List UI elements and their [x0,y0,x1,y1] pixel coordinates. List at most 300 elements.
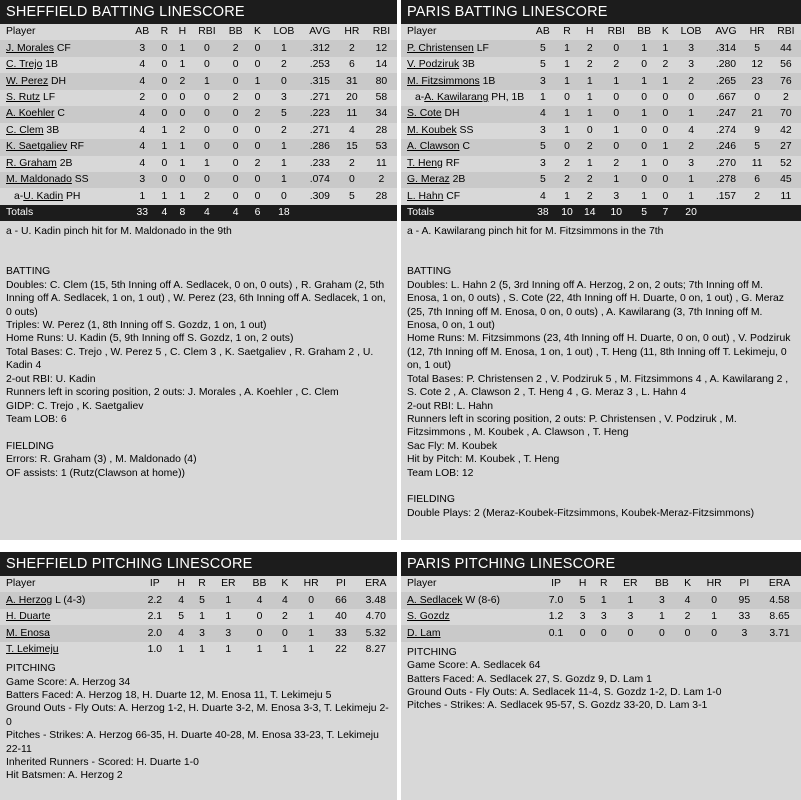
stat-cell-lob: 1 [688,108,694,120]
stat-cell-h: 1 [179,59,186,71]
stat-cell-hr: 2 [754,190,761,202]
stat-cell-r: 0 [564,141,570,153]
stat-cell-k: 2 [662,59,669,71]
stat-cell-lob: 3 [688,157,694,169]
stat-cell-k: 1 [662,141,669,153]
stat-cell-bb: 0 [232,141,239,153]
player-link[interactable]: A. Kawilarang [424,91,489,103]
player-position: PH [63,190,81,202]
stat-cell-avg: .667 [715,91,737,103]
stat-cell-rbi2: 34 [375,108,388,120]
stat-cell-r: 0 [600,627,607,639]
player-cell [401,609,540,625]
table-row [0,57,397,73]
table-header-row [401,576,801,592]
batters-faced-note: Batters Faced: A. Herzog 18, H. Duarte 12, M. Enosa 11, T. Lekimeju 5 [6,690,332,701]
player-link[interactable]: A. Herzog [6,594,53,606]
table-row [401,609,801,625]
table-header-row [0,24,397,40]
player-cell [0,625,139,641]
table-row [401,57,801,73]
stat-cell-rbi: 1 [204,75,210,87]
col-header: R [599,578,608,590]
stat-cell-r: 3 [600,611,607,623]
player-cell [0,139,129,155]
stat-cell-hr: 6 [349,59,355,71]
stat-cell-rbi2: 42 [780,124,792,136]
col-header: R [563,26,571,38]
stat-cell-lob: 2 [688,75,694,87]
player-cell [0,73,129,89]
stat-cell-er: 3 [627,611,634,623]
col-header: BB [252,578,267,590]
stat-cell-avg: .247 [715,108,737,120]
table-row [401,40,801,56]
stat-cell-bb: 1 [641,42,648,54]
stat-cell-hr: 5 [349,190,355,202]
player-link[interactable]: T. Heng [407,157,443,169]
stat-cell-rbi2: 52 [780,157,792,169]
stat-cell-k: 2 [684,611,691,623]
player-position: RF [67,141,84,153]
sheffield-batting-table [0,24,397,221]
totals-empty [771,205,801,221]
stat-cell-avg: .274 [715,124,737,136]
stat-cell-hr: 5 [754,42,761,54]
stat-cell-hr: 0 [308,594,314,606]
stat-cell-er: 1 [627,594,634,606]
stat-cell-hr: 23 [751,75,763,87]
totals-empty [744,205,771,221]
stat-cell-h: 3 [579,611,586,623]
stat-cell-hr: 0 [711,627,718,639]
doubles-note: Doubles: C. Clem (15, 5th Inning off A. Sedlacek, 0 on, 0 outs) , R. Graham (2, 5th Inning off A. Sedlacek, 1 on, 1 out) , W. Perez (23, 6th Inning off A. Sedlacek, 1 on, 0 outs) [6,279,386,318]
stat-cell-h: 1 [586,157,593,169]
stat-cell-r: 0 [161,157,168,169]
stat-cell-hr: 15 [346,141,358,153]
team-lob-note: Team LOB: 6 [6,413,67,425]
stat-cell-rbi: 2 [613,59,620,71]
col-header: ER [623,578,638,590]
table-header-row [0,576,397,592]
stat-cell-k: 2 [254,108,261,120]
col-header: K [281,578,289,590]
stat-cell-rbi2: 12 [375,42,388,54]
player-link[interactable]: C. Clem [6,124,44,136]
col-header: RBI [777,26,795,38]
col-header: H [586,26,594,38]
table-row [0,90,397,106]
stat-cell-pi: 66 [335,594,347,606]
stat-cell-ip: 2.1 [147,611,163,623]
stat-cell-r: 0 [161,91,168,103]
stat-cell-bb: 0 [641,174,648,186]
stat-cell-rbi2: 28 [375,124,388,136]
stat-cell-er: 1 [225,594,232,606]
stat-cell-lob: 2 [688,141,694,153]
stat-cell-lob: 2 [281,124,287,136]
stat-cell-rbi: 0 [204,141,210,153]
stat-cell-bb: 0 [232,174,239,186]
stat-cell-rbi: 2 [613,157,620,169]
stat-cell-hr: 2 [349,157,355,169]
sheffield-pitching-notes [0,658,397,783]
col-header: H [578,578,587,590]
table-row [0,40,397,56]
player-link[interactable]: L. Hahn [407,190,444,202]
stat-cell-era: 4.70 [365,611,386,623]
stat-cell-r: 1 [564,42,570,54]
player-position: SS [456,124,474,136]
stat-cell-h: 4 [178,627,184,639]
stat-cell-k: 0 [662,174,669,186]
totals-cell-k: 6 [254,207,261,219]
stat-cell-er: 0 [627,627,634,639]
stat-cell-rbi: 0 [613,108,620,120]
col-header: HR [303,578,319,590]
stat-cell-rbi2: 56 [780,59,792,71]
stat-cell-pi: 3 [741,627,748,639]
stat-cell-hr: 6 [754,174,761,186]
stat-cell-h: 2 [586,42,593,54]
stat-cell-ab: 5 [539,42,546,54]
stat-cell-bb: 0 [232,59,239,71]
player-link[interactable]: A. Koehler [6,108,55,120]
player-link[interactable]: M. Enosa [6,627,50,639]
stat-cell-r: 1 [161,124,168,136]
player-link[interactable]: H. Duarte [6,611,51,623]
player-position: RF [442,157,460,169]
col-header: H [177,578,185,590]
stat-cell-era: 3.48 [365,594,386,606]
sheffield-pitching-title: SHEFFIELD PITCHING LINESCORE [0,552,397,576]
stat-cell-h: 2 [586,141,593,153]
footnote: a - U. Kadin pinch hit for M. Maldonado in the 9th [6,226,232,238]
stat-cell-rbi2: 80 [375,75,388,87]
player-link[interactable]: M. Fitzsimmons [407,75,480,87]
totals-empty [708,205,743,221]
stat-cell-era: 3.71 [769,627,790,639]
paris-pitching-panel [401,552,801,800]
col-header: RBI [607,26,625,38]
stat-cell-k: 0 [684,627,691,639]
totals-cell-ab: 38 [537,207,549,219]
player-position: C [459,141,470,153]
stat-cell-rbi: 0 [613,141,620,153]
player-link[interactable]: U. Kadin [23,190,64,202]
stat-cell-avg: .223 [309,108,330,120]
table-row [0,592,397,608]
paris-pitching-table [401,576,801,642]
stat-cell-ab: 4 [139,75,146,87]
col-header: LOB [273,26,295,38]
player-link[interactable]: K. Saetgaliev [6,141,68,153]
stat-cell-h: 1 [586,91,593,103]
stat-cell-hr: 20 [346,91,358,103]
stat-cell-rbi2: 14 [375,59,388,71]
stat-cell-avg: .074 [309,174,330,186]
stat-cell-pi: 95 [738,594,751,606]
stat-cell-avg: .315 [309,75,330,87]
totals-cell-k: 7 [662,207,669,219]
stat-cell-hr: 5 [754,141,761,153]
stat-cell-rbi: 1 [613,75,620,87]
stat-cell-bb: 1 [641,190,648,202]
stat-cell-h: 0 [179,108,186,120]
stat-cell-r: 0 [161,174,168,186]
stat-cell-r: 0 [161,108,168,120]
stat-cell-r: 0 [564,91,570,103]
stat-cell-bb: 0 [641,124,648,136]
col-header: AVG [715,26,737,38]
stat-cell-ip: 1.2 [548,611,564,623]
totals-row [401,205,801,221]
stat-cell-rbi2: 27 [780,141,792,153]
sac-fly-note: Sac Fly: M. Koubek [407,440,498,452]
stat-cell-hr: 11 [346,108,358,120]
stat-cell-ab: 4 [139,141,146,153]
stat-cell-avg: .246 [715,141,737,153]
player-cell [401,57,530,73]
player-cell [401,139,530,155]
player-position: 2B [449,174,466,186]
pinch-prefix: a- [415,91,425,103]
player-cell [0,172,129,188]
player-position: PH, 1B [488,91,525,103]
stat-cell-rbi2: 45 [780,174,792,186]
stat-cell-avg: .314 [715,42,737,54]
col-header: AB [135,26,150,38]
stat-cell-pi: 40 [335,611,347,623]
stat-cell-avg: .286 [309,141,330,153]
stat-cell-h: 0 [179,91,186,103]
stat-cell-rbi: 1 [613,124,620,136]
stat-cell-k: 0 [254,190,261,202]
player-position: 1B [479,75,496,87]
player-position: LF [40,91,56,103]
col-header: HR [749,26,765,38]
stat-cell-ab: 5 [539,174,546,186]
stat-cell-rbi2: 2 [782,91,789,103]
totals-cell-bb: 5 [641,207,648,219]
table-row [401,139,801,155]
stat-cell-hr: 0 [349,174,355,186]
stat-cell-avg: .280 [715,59,737,71]
sheffield-batting-notes [0,221,397,480]
player-position: 2B [56,157,73,169]
stat-cell-bb: 1 [641,75,648,87]
stat-cell-ab: 5 [539,59,546,71]
player-position: LF [473,42,489,54]
player-position: DH [48,75,67,87]
stat-cell-r: 0 [161,75,168,87]
stat-cell-hr: 1 [711,611,718,623]
stat-cell-hr: 11 [751,157,763,169]
stat-cell-r: 1 [199,611,205,623]
stat-cell-r: 1 [161,141,168,153]
stat-cell-ab: 4 [139,59,146,71]
player-link[interactable]: M. Maldonado [6,174,72,186]
col-header: RBI [198,26,216,38]
stat-cell-bb: 0 [641,141,648,153]
stat-cell-ip: 0.1 [548,627,564,639]
col-header: K [661,26,669,38]
col-header: ERA [365,578,387,590]
table-row [401,592,801,608]
stat-cell-h: 2 [179,75,186,87]
pitches-strikes-note: Pitches - Strikes: A. Herzog 66-35, H. Duarte 40-28, M. Enosa 33-23, T. Lekimeju 22-11 [6,730,379,755]
player-link[interactable]: G. Meraz [407,174,450,186]
stat-cell-k: 2 [254,157,261,169]
player-position: 3B [459,59,475,71]
player-link[interactable]: A. Clawson [407,141,460,153]
stat-cell-bb: 1 [256,643,263,655]
stat-cell-rbi2: 2 [378,174,385,186]
stat-cell-lob: 1 [281,141,287,153]
stat-cell-lob: 3 [688,42,694,54]
player-position: 3B [43,124,60,136]
stat-cell-h: 0 [579,627,586,639]
stat-cell-hr: 12 [751,59,763,71]
player-link[interactable]: J. Morales [6,42,54,54]
stat-cell-r: 0 [161,59,168,71]
player-position: SS [71,174,89,186]
table-row [401,123,801,139]
stat-cell-lob: 1 [281,174,287,186]
two-out-rbi-note: 2-out RBI: U. Kadin [6,373,96,385]
stat-cell-lob: 0 [281,190,287,202]
player-cell [401,188,530,204]
sheffield-pitching-table [0,576,397,658]
stat-cell-rbi: 3 [613,190,620,202]
player-link[interactable]: R. Graham [6,157,57,169]
stat-cell-rbi2: 58 [375,91,388,103]
table-row [0,73,397,89]
pitches-strikes-note: Pitches - Strikes: A. Sedlacek 95-57, S. Gozdz 33-20, D. Lam 3-1 [407,700,708,712]
stat-cell-bb: 0 [232,124,239,136]
stat-cell-h: 0 [586,124,593,136]
of-assists-note: OF assists: 1 (Rutz(Clawson at home)) [6,467,185,479]
stat-cell-lob: 1 [281,42,287,54]
batting-heading: BATTING [407,266,452,278]
stat-cell-ab: 3 [139,42,146,54]
player-link[interactable]: C. Trejo [6,59,43,71]
decision: W (8-6) [462,594,500,606]
stat-cell-hr: 0 [754,91,761,103]
stat-cell-lob: 5 [281,108,287,120]
stat-cell-rbi2: 28 [375,190,388,202]
col-header: HR [344,26,360,38]
batters-faced-note: Batters Faced: A. Sedlacek 27, S. Gozdz 9, D. Lam 1 [407,673,652,685]
paris-batting-notes [401,221,801,520]
stat-cell-k: 0 [662,108,669,120]
player-cell [0,592,139,608]
player-link[interactable]: D. Lam [407,627,441,639]
stat-cell-hr: 21 [751,108,763,120]
col-header: BB [654,578,669,590]
fielding-heading: FIELDING [6,440,54,452]
player-link[interactable]: S. Cote [407,108,442,120]
stat-cell-r: 1 [564,108,570,120]
stat-cell-r: 5 [199,594,205,606]
paris-pitching-title: PARIS PITCHING LINESCORE [401,552,801,576]
table-row [401,106,801,122]
player-link[interactable]: W. Perez [6,75,49,87]
totals-cell-lob: 18 [278,207,290,219]
stat-cell-bb: 0 [232,157,239,169]
player-link[interactable]: S. Gozdz [407,611,450,623]
two-out-rbi-note: 2-out RBI: L. Hahn [407,400,494,412]
stat-cell-hr: 4 [349,124,355,136]
player-link[interactable]: S. Rutz [6,91,41,103]
paris-pitching-notes [401,642,801,713]
stat-cell-k: 0 [254,174,261,186]
player-link[interactable]: M. Koubek [407,124,457,136]
risp-note: Runners left in scoring position, 2 outs: P. Christensen , V. Podziruk , M. Fitzsimmons , M. Koubek , A. Clawson , T. Heng [407,413,737,439]
player-link[interactable]: V. Podziruk [407,59,460,71]
col-header: PI [336,578,346,590]
stat-cell-hr: 1 [308,643,314,655]
table-row [0,609,397,625]
stat-cell-r: 1 [564,75,570,87]
player-cell [0,90,129,106]
stat-cell-h: 1 [179,190,186,202]
stat-cell-lob: 4 [688,124,694,136]
stat-cell-h: 5 [178,611,184,623]
stat-cell-k: 0 [254,91,261,103]
stat-cell-lob: 1 [688,190,694,202]
game-score-note: Game Score: A. Sedlacek 64 [407,660,541,672]
stat-cell-rbi: 1 [204,157,210,169]
stat-cell-rbi2: 11 [376,157,387,169]
player-link[interactable]: A. Sedlacek [407,594,463,606]
stat-cell-er: 1 [225,611,232,623]
stat-cell-avg: .278 [715,174,737,186]
stat-cell-lob: 0 [688,91,694,103]
stat-cell-avg: .271 [309,124,330,136]
stat-cell-bb: 1 [641,108,648,120]
stat-cell-rbi: 0 [204,91,210,103]
team-lob-note: Team LOB: 12 [407,467,474,479]
stat-cell-rbi2: 53 [375,141,388,153]
stat-cell-r: 1 [564,124,570,136]
col-header: Player [407,26,437,38]
stat-cell-rbi: 0 [613,42,620,54]
stat-cell-rbi: 0 [613,91,620,103]
col-header: IP [551,578,561,590]
stat-cell-ab: 4 [539,108,546,120]
stat-cell-avg: .271 [309,91,330,103]
stat-cell-hr: 0 [711,594,718,606]
table-row [0,625,397,641]
stat-cell-avg: .265 [715,75,737,87]
stat-cell-r: 2 [564,157,570,169]
player-link[interactable]: T. Lekimeju [6,643,59,655]
player-position: C [54,108,65,120]
game-score-note: Game Score: A. Herzog 34 [6,676,131,688]
table-row [401,172,801,188]
stat-cell-h: 5 [579,594,586,606]
stat-cell-bb: 1 [658,611,665,623]
col-header: BB [228,26,243,38]
player-cell [401,172,530,188]
stat-cell-k: 0 [281,627,288,639]
stat-cell-hr: 1 [308,611,314,623]
stat-cell-lob: 2 [281,59,287,71]
player-link[interactable]: P. Christensen [407,42,474,54]
stat-cell-k: 4 [684,594,691,606]
player-cell [0,609,139,625]
